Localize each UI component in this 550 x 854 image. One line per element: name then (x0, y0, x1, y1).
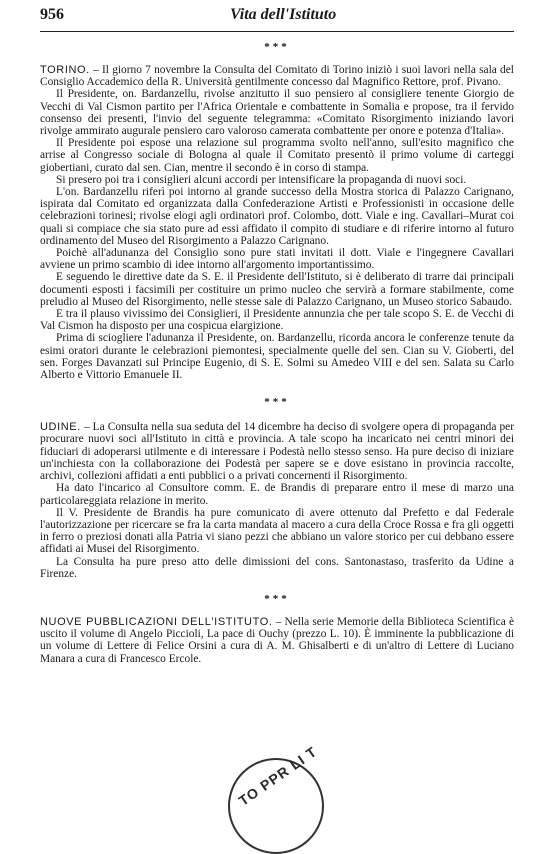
torino-paragraph: Poichè all'adunanza del Consiglio sono pure stati invitati il dott. Viale e l'ingegnere Cavallari avviene un primo scambio di idee intorno all'argomento importantissimo. (40, 247, 514, 272)
torino-paragraph: L'on. Bardanzellu riferì poi intorno al grande successo della Mostra storica di Palazzo Carignano, ispirata dal Comitato ed organizzata dalla Confederazione Artisti e Professionisti in occasione delle celebrazioni torinesi; rivolse elogi agli ordinatori prof. Colombo, dott. Viale e ing. Cavallari–Murat coi quali si compiace che sia stato pure ad essi affidato il compito di studiare e di riferire intorno al futuro ordinamento del Museo del Risorgimento a Palazzo Carignano. (40, 186, 514, 247)
torino-paragraph: Prima di sciogliere l'adunanza il Presidente, on. Bardanzellu, ricorda ancora le conferenze tenute da esimi oratori durante le celebrazioni piemontesi, specialmente quelle del sen. Cian su V. Gioberti, del sen. Forges Davanzati sul Principe Eugenio, di S. E. Solmi su Amedeo VIII e del sen. Salata su Carlo Alberto e Vittorio Emanuele II. (40, 332, 514, 382)
torino-paragraph: TORINO. – Il giorno 7 novembre la Consulta del Comitato di Torino iniziò i suoi lavori nella sala del Consiglio Accademico della R. Università gentilmente concesso dal Magnifico Rettore, prof. Pivano. (40, 64, 514, 89)
section-nuove-pubblicazioni (40, 616, 514, 665)
udine-paragraph: Il V. Presidente de Brandis ha pure comunicato di avere ottenuto dal Prefetto e dal Federale l'autorizzazione per ricercare se fra la carta mandata al macero a cura della Croce Rossa e fra gli oggetti in ferro o preziosi donati alla Patria vi siano pezzi che abbiano un valore storico per cui debbano essere affidati ai Musei del Risorgimento. (40, 506, 514, 556)
page-header (40, 4, 514, 26)
running-head: Vita dell'Istituto (230, 6, 337, 23)
udine-paragraph: La Consulta ha pure preso atto delle dimissioni del cons. Santonastaso, trasferito da Udine a Firenze. (40, 555, 514, 580)
place-heading: TORINO. (40, 64, 90, 76)
udine-paragraph: Ha dato l'incarico al Consultore comm. E. de Brandis di preparare entro il mese di marzo una particolareggiata relazione in merito. (40, 482, 514, 507)
section-torino (40, 64, 514, 381)
place-heading: NUOVE PUBBLICAZIONI DELL'ISTITUTO. (40, 615, 273, 628)
page-number: 956 (40, 6, 64, 23)
torino-paragraph: Si presero poi tra i consiglieri alcuni accordi per intensificare la propaganda di nuovi soci. (56, 173, 467, 186)
torino-paragraph: Il Presidente, on. Bardanzellu, rivolse anzitutto il suo pensiero al consigliere tenente Giorgio de Vecchi di Val Cismon partito per l'Africa Orientale e combattente in Somalia e propose, tra il fervido consenso dei presenti, l'invio del seguente telegramma: «Comitato Risorgimento iniziando lavori rivolge ammirato augurale pensiero caro valoroso camerata combattente per onore e potenza d'Italia». (40, 88, 514, 138)
nuove-paragraph: NUOVE PUBBLICAZIONI DELL'ISTITUTO. – Nella serie Memorie della Biblioteca Scientifica è uscito il volume di Angelo Piccioli, La pace di Ouchy (prezzo L. 10). È imminente la pubblicazione di un volume di Lettere di Felice Orsini a cura di A. M. Ghisalberti e di un'altro di Lettere di Luciano Manara a cura di Francesco Ercole. (40, 615, 514, 665)
header-rule (40, 31, 514, 32)
section-separator: *** (264, 592, 290, 605)
page (40, 0, 514, 665)
place-heading: UDINE. (40, 421, 81, 434)
udine-paragraph: UDINE. – La Consulta nella sua seduta del 14 dicembre ha deciso di svolgere opera di propaganda per procurare nuovi soci all'Istituto in città e provincia. A tale scopo ha incaricato nei centri minori dei fiduciari di adoperarsi utilmente e di interessare i Podestà nello stesso senso. Ha pure deciso di iniziare un'inchiesta con la collaborazione dei Podestà per sapere se e dove esistano in provincia raccolte, archivi, collezioni affidati a enti pubblici o a privati concernenti il Risorgimento. (40, 421, 514, 483)
library-stamp-text: TO PPR LI T (235, 743, 320, 809)
section-udine (40, 421, 514, 580)
torino-paragraph: Il Presidente poi espose una relazione sul programma svolto nell'anno, sull'esito magnifico che arrise al Congresso sociale di Bologna al quale il Comitato presentò il primo volume di carteggi giobertiani, curato dal sen. Cian, mentre il secondo è in corso di stampa. (40, 137, 514, 174)
section-separator: *** (264, 41, 290, 53)
torino-paragraph: E seguendo le direttive date da S. E. il Presidente dell'Istituto, si è deliberato di trarre dai principali documenti esposti i facsimili per costituire un primo nucleo che servirà a formare stabilmente, come preludio al Museo del Risorgimento, nelle stesse sale di Palazzo Carignano, un Museo storico Sabaudo. (40, 271, 514, 308)
section-separator: *** (264, 396, 290, 409)
torino-paragraph: E tra il plauso vivissimo dei Consiglieri, il Presidente annunzia che per tale scopo S. E. de Vecchi di Val Cismon ha disposto per una cospicua elargizione. (40, 308, 514, 333)
